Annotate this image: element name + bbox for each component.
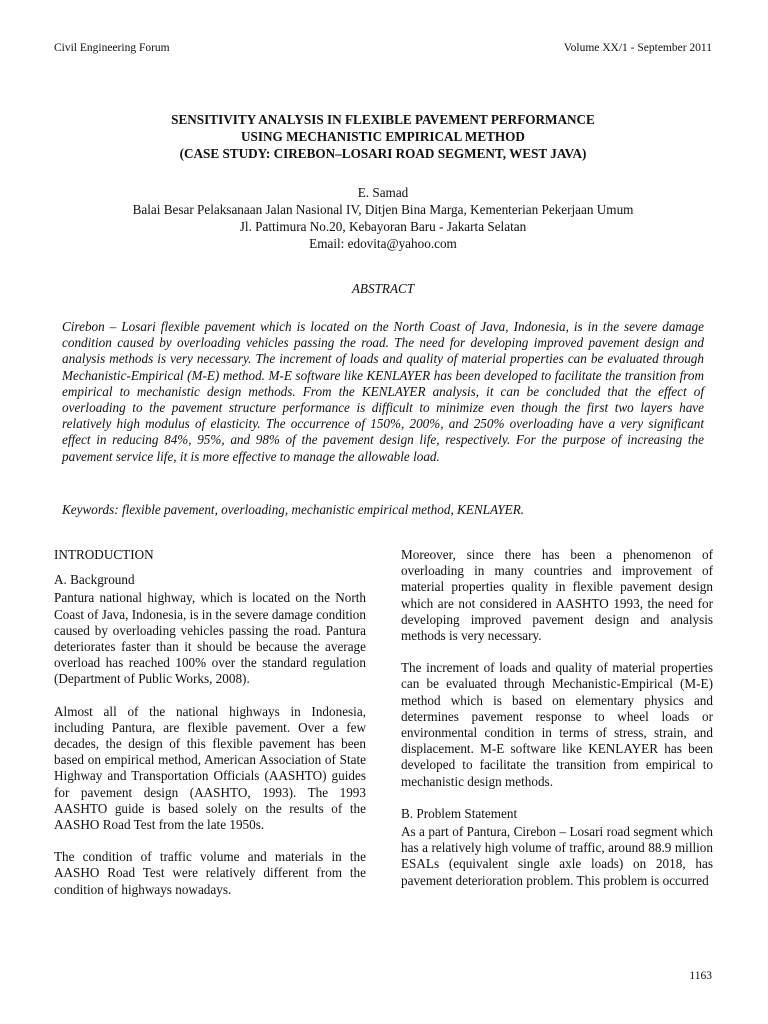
paragraph: Pantura national highway, which is located on the North Coast of Java, Indonesia, is in the severe damage condition caused by overloading vehicles passing the road. Pantura deteriorates faster than it should be because the average overload has reached 100% over the standard regulation (Department of Public Works, 2008).	[54, 590, 366, 687]
volume-info: Volume XX/1 - September 2011	[563, 42, 712, 54]
left-column	[54, 547, 366, 914]
author-affiliation: Balai Besar Pelaksanaan Jalan Nasional IV, Ditjen Bina Marga, Kementerian Pekerjaan Umum	[132, 202, 634, 217]
keywords: Keywords: flexible pavement, overloading, mechanistic empirical method, KENLAYER.	[62, 502, 525, 517]
paragraph: Almost all of the national highways in Indonesia, including Pantura, are flexible pavement. Over a few decades, the design of this flexible pavement has been based on empirical method, American Association of State Highway and Transportation Officials (AASHTO) guides for pavement design (AASHTO, 1993). The 1993 AASHTO guide is based solely on the results of the AASHO Road Test from the late 1950s.	[54, 703, 366, 833]
subsection-heading-background: A. Background	[54, 572, 135, 588]
paragraph: The increment of loads and quality of material properties can be evaluated through Mechanistic-Empirical (M-E) method which is based on elementary physics and determines pavement response to wheel loads or environmental condition in terms of stress, strain, and displacement. M-E software like KENLAYER has been developed to facilitate the transition from empirical to mechanistic design methods.	[401, 660, 713, 789]
page-number: 1163	[689, 970, 712, 982]
author-address: Jl. Pattimura No.20, Kebayoran Baru - Jakarta Selatan	[239, 219, 527, 234]
right-column	[401, 547, 713, 905]
subsection-heading-problem-statement: B. Problem Statement	[401, 805, 518, 821]
paragraph: As a part of Pantura, Cirebon – Losari road segment which has a relatively high volume of traffic, around 88.9 million ESALs (equivalent single axle loads) on 2018, has pavement deterioration problem. This problem is occurred	[401, 824, 713, 888]
paper-title	[54, 111, 712, 162]
author-name: E. Samad	[357, 185, 409, 200]
title-line-3: (CASE STUDY: CIREBON–LOSARI ROAD SEGMENT, WEST JAVA)	[179, 146, 587, 161]
title-line-2: USING MECHANISTIC EMPIRICAL METHOD	[241, 129, 525, 144]
paragraph: The condition of traffic volume and materials in the AASHO Road Test were relatively different from the condition of highways nowadays.	[54, 849, 366, 897]
title-line-1: SENSITIVITY ANALYSIS IN FLEXIBLE PAVEMENT PERFORMANCE	[171, 112, 595, 127]
author-email: Email: edovita@yahoo.com	[309, 236, 457, 251]
section-heading-introduction: INTRODUCTION	[54, 547, 154, 562]
abstract-heading: ABSTRACT	[351, 281, 415, 296]
running-header	[54, 42, 712, 54]
journal-name: Civil Engineering Forum	[54, 42, 170, 54]
paragraph: Moreover, since there has been a phenomenon of overloading in many countries and improvement of material properties quality in flexible pavement design which are not considered in AASHTO 1993, the need for developing improved pavement design and analysis methods is very necessary.	[401, 547, 713, 644]
author-block	[54, 184, 712, 252]
abstract-body: Cirebon – Losari flexible pavement which is located on the North Coast of Java, Indonesia, is in the severe damage condition caused by overloading vehicles passing the road. The need for developing improved pavement design and analysis methods is very necessary. The increment of loads and quality of material properties can be evaluated through Mechanistic-Empirical (M-E) method. M-E software like KENLAYER has been developed to facilitate the transition from empirical to mechanistic design methods. From the KENLAYER analysis, it can be concluded that the effect of overloading to the pavement structure performance is difficult to minimize even though the first two layers have relatively high modulus of elasticity. The occurrence of 150%, 200%, and 250% overloading have a very significant effect in reducing 84%, 95%, and 98% of the pavement design life, respectively. For the purpose of increasing the pavement service life, it is more effective to manage the allowable load.	[62, 319, 704, 464]
